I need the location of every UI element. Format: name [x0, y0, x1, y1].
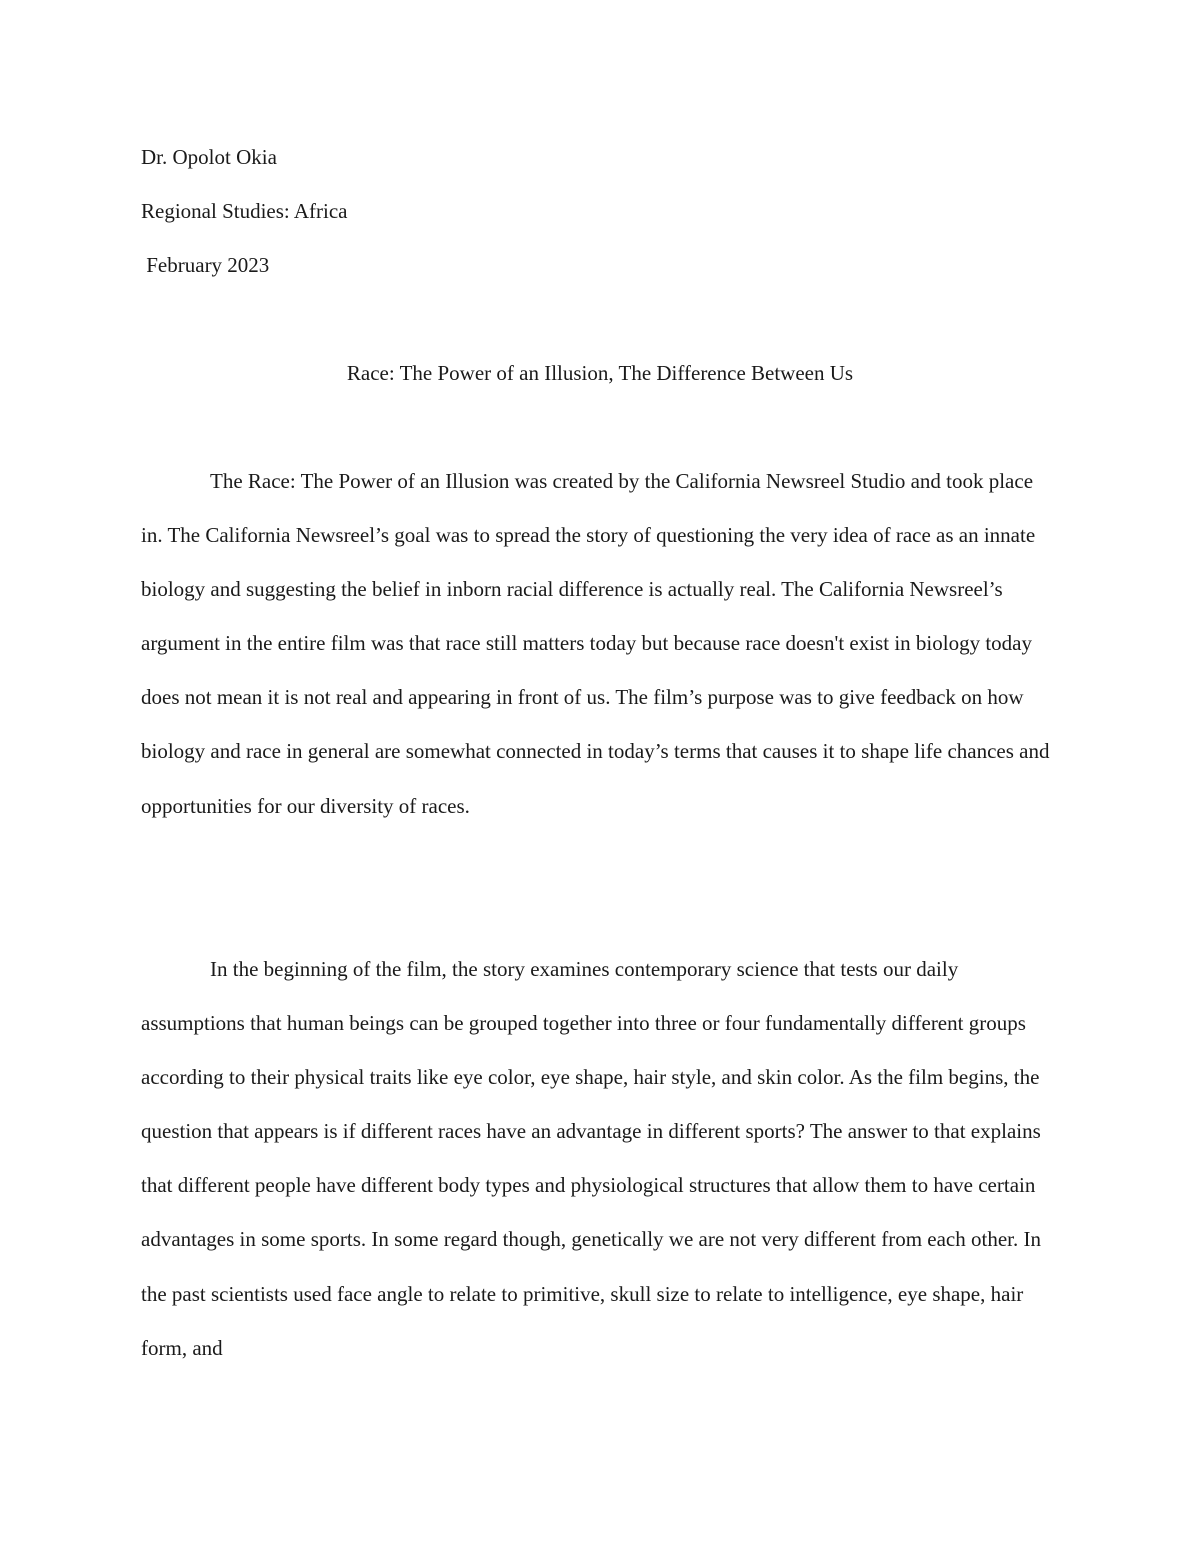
document-date: February 2023	[141, 253, 270, 277]
document-title: Race: The Power of an Illusion, The Difference Between Us	[346, 361, 854, 385]
body-paragraph-1: The Race: The Power of an Illusion was created by the California Newsreel Studio and took place in. The California Newsreel’s goal was to spread the story of questioning the very idea of race as an innate biology and suggesting the belief in inborn racial difference is actually real. The California Newsreel’s argument in the entire film was that race still matters today but because race doesn't exist in biology today does not mean it is not real and appearing in front of us. The film’s purpose was to give feedback on how biology and race in general are somewhat connected in today’s terms that causes it to shape life chances and opportunities for our diversity of races.	[141, 469, 1050, 818]
body-paragraph-2: In the beginning of the film, the story examines contemporary science that tests our daily assumptions that human beings can be grouped together into three or four fundamentally different groups according to their physical traits like eye color, eye shape, hair style, and skin color. As the film begins, the question that appears is if different races have an advantage in different sports? The answer to that explains that different people have different body types and physiological structures that allow them to have certain advantages in some sports. In some regard though, genetically we are not very different from each other. In the past scientists used face angle to relate to primitive, skull size to relate to intelligence, eye shape, hair form, and	[141, 957, 1041, 1360]
course-name: Regional Studies: Africa	[141, 199, 348, 223]
instructor-name: Dr. Opolot Okia	[141, 145, 277, 169]
